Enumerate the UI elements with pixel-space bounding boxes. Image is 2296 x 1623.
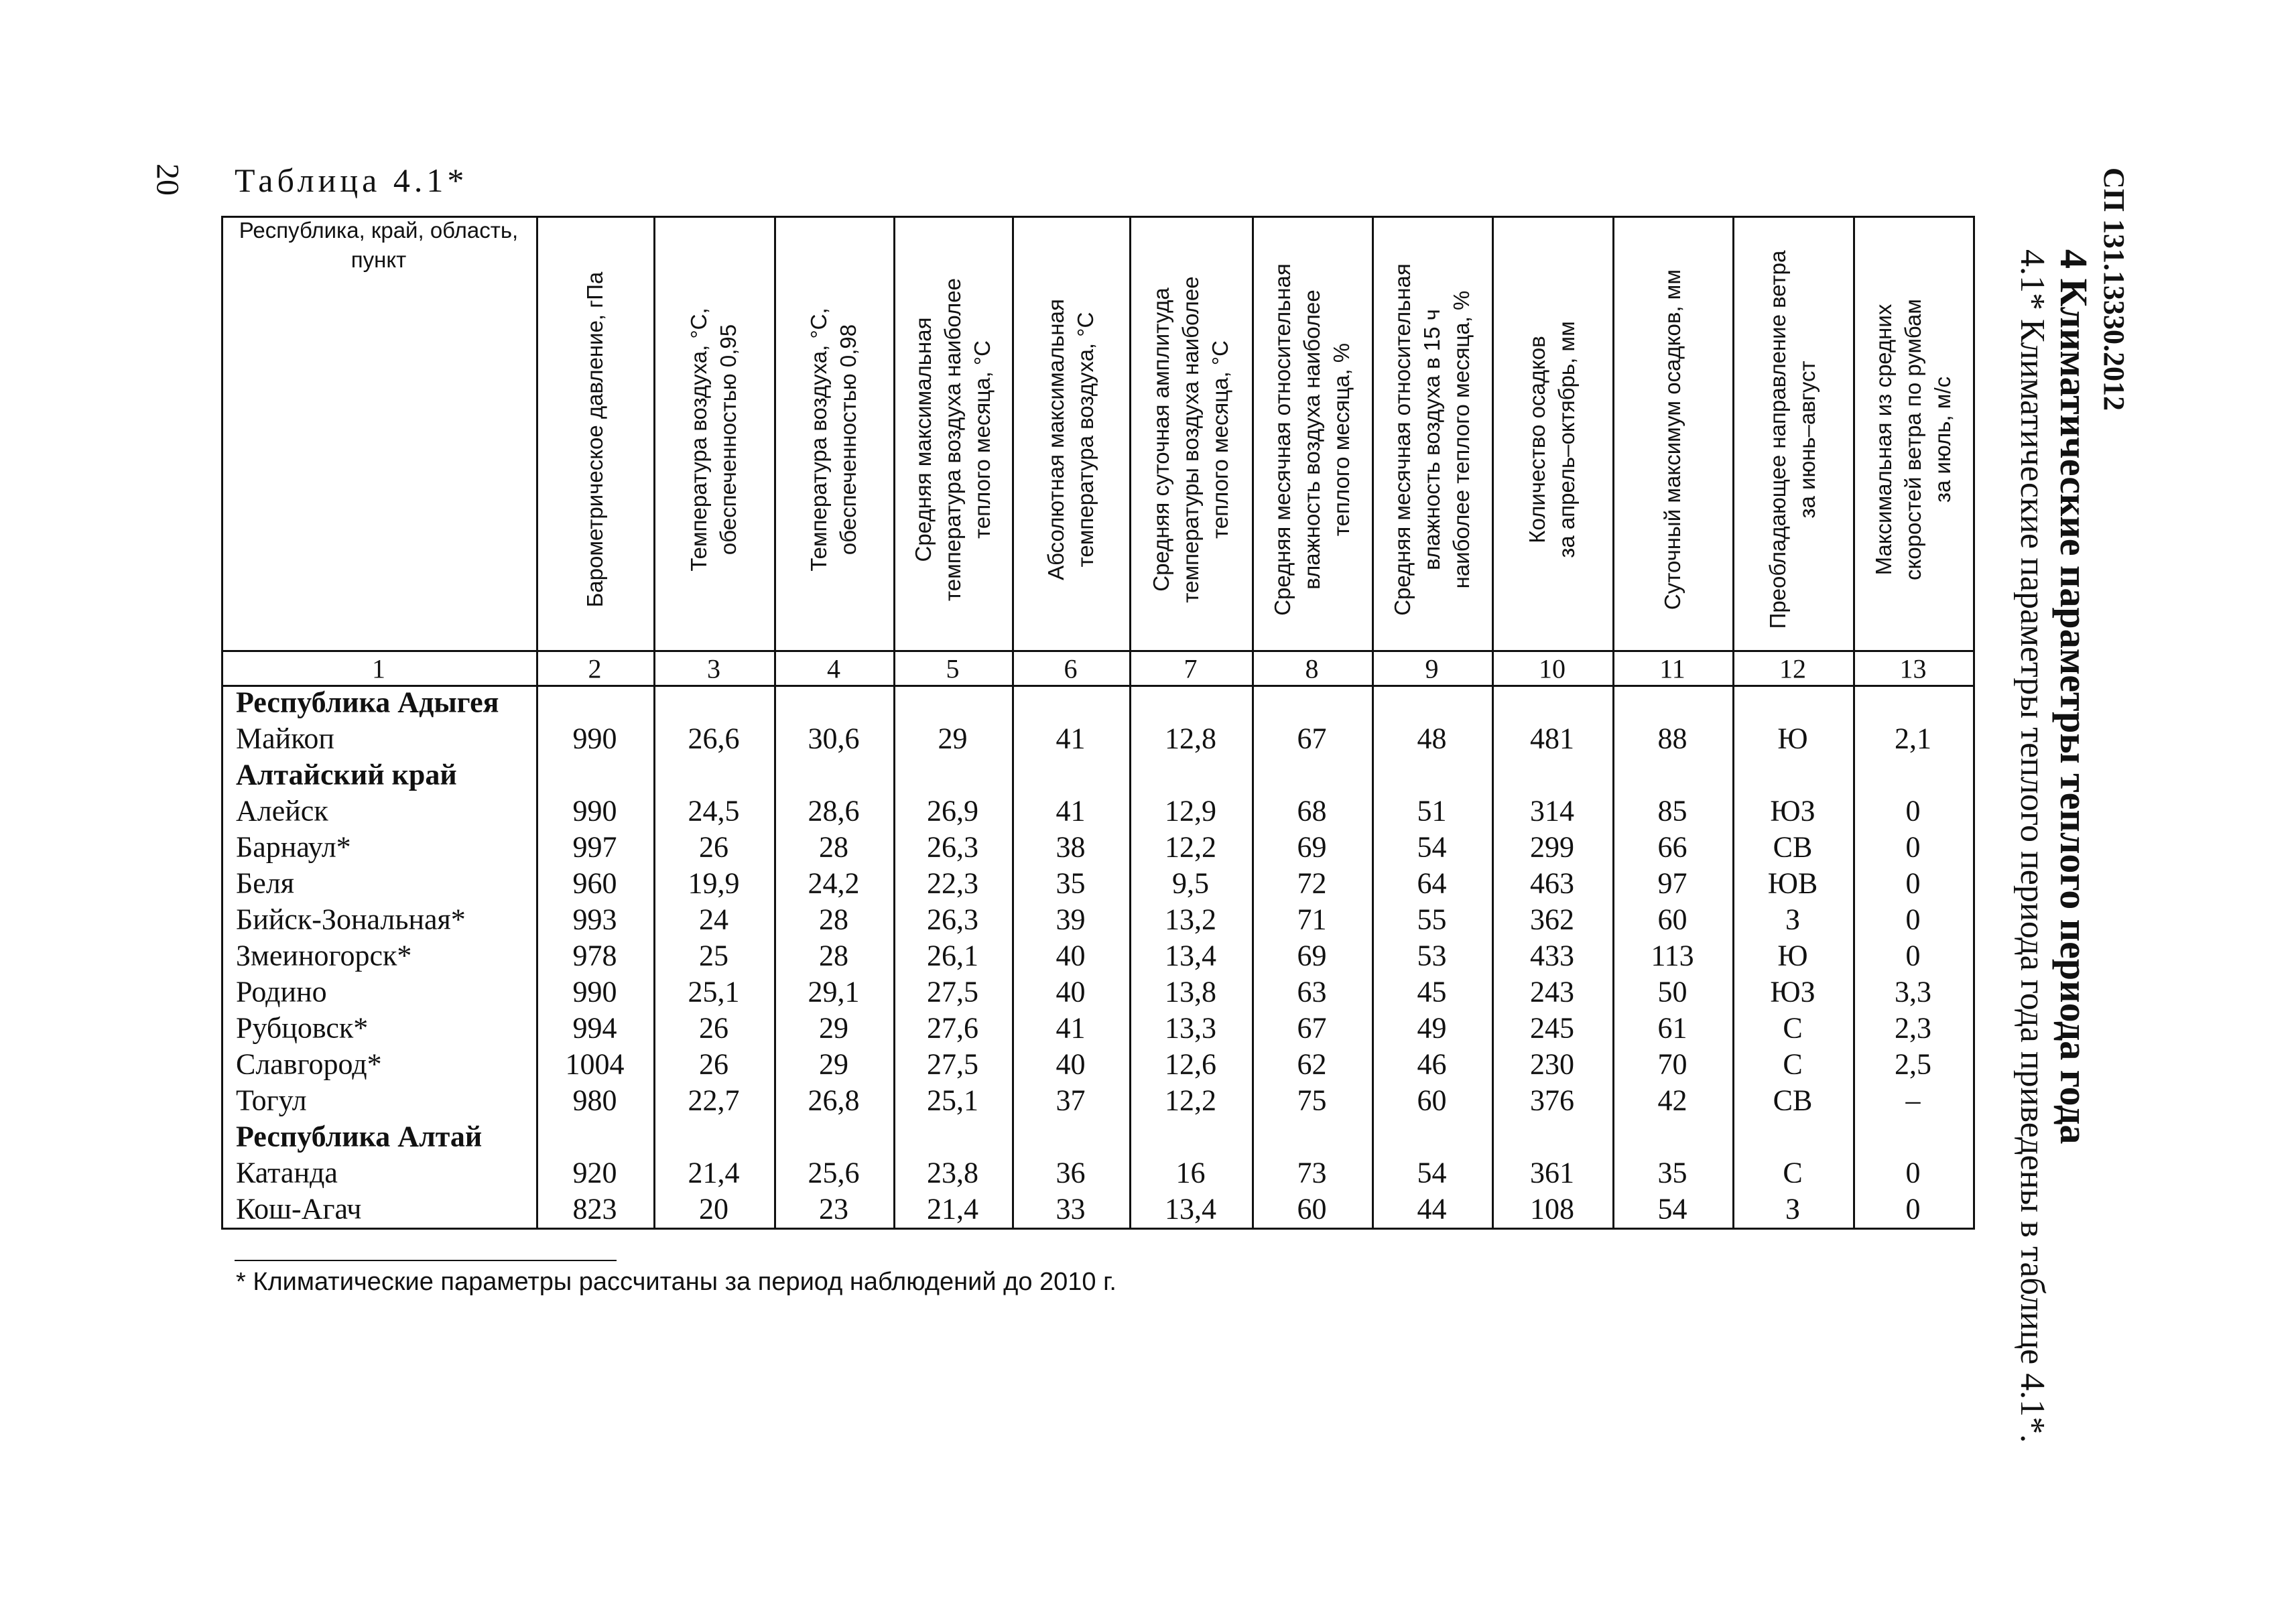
table-cell: 54 <box>1417 830 1447 864</box>
table-cell: 0 <box>1905 866 1921 900</box>
table-cell: 29,1 <box>808 975 860 1009</box>
region-heading: Республика Адыгея <box>236 686 499 719</box>
table-cell: 55 <box>1417 903 1447 936</box>
table-cell: 54 <box>1657 1192 1687 1226</box>
table-cell: 66 <box>1657 830 1687 864</box>
station-name: Катанда <box>236 1156 338 1189</box>
table-cell: С <box>1783 1156 1803 1189</box>
column-border <box>536 216 538 1230</box>
table-cell: 40 <box>1056 1047 1086 1081</box>
table-cell: 12,9 <box>1165 794 1216 828</box>
column-header-11 <box>1658 269 1687 610</box>
table-cell: 376 <box>1530 1084 1574 1117</box>
table-cell: ЮВ <box>1767 866 1818 900</box>
table-cell: 85 <box>1657 794 1687 828</box>
page-number: 20 <box>149 164 186 196</box>
column-header-line: температура воздуха наиболее <box>940 278 965 601</box>
table-cell: 21,4 <box>688 1156 740 1189</box>
table-cell: 980 <box>572 1084 617 1117</box>
table-cell: 22,7 <box>688 1084 740 1117</box>
table-cell: 70 <box>1657 1047 1687 1081</box>
table-cell: 26,3 <box>927 903 978 936</box>
table-cell: 978 <box>572 939 617 972</box>
section-note: 4.1* Климатические параметры теплого периода года приведены в таблице 4.1*. <box>2013 249 2051 1443</box>
station-name: Майкоп <box>236 722 334 755</box>
column-header-line: теплого месяца, °С <box>969 340 995 539</box>
table-cell: 990 <box>572 794 617 828</box>
table-cell: Ю <box>1777 722 1808 755</box>
table-cell: 60 <box>1297 1192 1327 1226</box>
table-cell: 26,6 <box>688 722 740 755</box>
table-cell: 463 <box>1530 866 1574 900</box>
table-cell: 36 <box>1056 1156 1086 1189</box>
station-name: Алейск <box>236 794 328 828</box>
column-border <box>221 216 223 1230</box>
table-cell: З <box>1785 903 1801 936</box>
column-header-6 <box>1041 299 1100 580</box>
table-cell: 64 <box>1417 866 1447 900</box>
table-cell: 9,5 <box>1172 866 1209 900</box>
table-cell: 24,2 <box>808 866 860 900</box>
table-cell: 19,9 <box>688 866 740 900</box>
table-cell: 27,5 <box>927 1047 978 1081</box>
document-code: СП 131.13330.2012 <box>2098 168 2130 411</box>
column-header-line: Средняя месячная относительная <box>1269 263 1295 616</box>
column-border <box>1853 216 1855 1230</box>
table-cell: 2,1 <box>1895 722 1931 755</box>
table-cell: 38 <box>1056 830 1086 864</box>
table-cell: 60 <box>1657 903 1687 936</box>
column-header-line: влажность воздуха наиболее <box>1299 289 1324 590</box>
station-name: Барнаул* <box>236 830 351 864</box>
column-border <box>774 216 776 1230</box>
column-border <box>1612 216 1614 1230</box>
column-number: 2 <box>588 653 602 684</box>
table-cell: 27,5 <box>927 975 978 1009</box>
column-border <box>1732 216 1734 1230</box>
table-cell: 88 <box>1657 722 1687 755</box>
table-cell: 29 <box>819 1047 848 1081</box>
column-number: 7 <box>1184 653 1198 684</box>
table-cell: 23 <box>819 1192 848 1226</box>
table-cell: 26 <box>699 1011 728 1045</box>
table-cell: СВ <box>1773 1084 1813 1117</box>
table-cell: 12,2 <box>1165 1084 1216 1117</box>
table-cell: З <box>1785 1192 1801 1226</box>
table-cell: 3,3 <box>1895 975 1931 1009</box>
column-header-8 <box>1268 263 1356 616</box>
table-cell: 54 <box>1417 1156 1447 1189</box>
region-heading: Республика Алтай <box>236 1120 483 1153</box>
region-heading: Алтайский край <box>236 758 457 791</box>
table-cell: 0 <box>1905 1192 1921 1226</box>
column-header-line: за апрель–октябрь, мм <box>1554 321 1579 558</box>
table-cell: 53 <box>1417 939 1447 972</box>
table-cell: 823 <box>572 1192 617 1226</box>
column-header-4 <box>804 308 863 571</box>
table-cell: 42 <box>1657 1084 1687 1117</box>
table-cell: 21,4 <box>927 1192 978 1226</box>
table-cell: 1004 <box>565 1047 625 1081</box>
table-cell: 24,5 <box>688 794 740 828</box>
table-cell: 33 <box>1056 1192 1086 1226</box>
table-cell: 41 <box>1056 1011 1086 1045</box>
column-number: 13 <box>1899 653 1927 684</box>
table-cell: 0 <box>1905 830 1921 864</box>
table-cell: 72 <box>1297 866 1327 900</box>
table-cell: 0 <box>1905 794 1921 828</box>
table-cell: 37 <box>1056 1084 1086 1117</box>
table-cell: 29 <box>819 1011 848 1045</box>
table-cell: 13,3 <box>1165 1011 1216 1045</box>
table-cell: 13,8 <box>1165 975 1216 1009</box>
table-cell: 990 <box>572 722 617 755</box>
table-cell: ЮЗ <box>1770 794 1815 828</box>
column-header-line: Средняя месячная относительная <box>1389 263 1415 616</box>
header-bottom-border <box>221 650 1973 652</box>
table-cell: 62 <box>1297 1047 1327 1081</box>
table-cell: 44 <box>1417 1192 1447 1226</box>
column-number: 4 <box>827 653 840 684</box>
table-cell: 245 <box>1530 1011 1574 1045</box>
column-header-10 <box>1523 321 1582 558</box>
footnote: * Климатические параметры рассчитаны за период наблюдений до 2010 г. <box>236 1268 1117 1296</box>
table-cell: СВ <box>1773 830 1813 864</box>
station-name: Бийск-Зональная* <box>236 903 466 936</box>
table-cell: 481 <box>1530 722 1574 755</box>
table-cell: 23,8 <box>927 1156 978 1189</box>
table-cell: Ю <box>1777 939 1808 972</box>
table-cell: 41 <box>1056 794 1086 828</box>
table-cell: 960 <box>572 866 617 900</box>
column-border <box>1252 216 1254 1230</box>
column-number: 9 <box>1425 653 1439 684</box>
column-header-line: за июль, м/с <box>1929 376 1955 503</box>
table-cell: 25,6 <box>808 1156 860 1189</box>
table-cell: ЮЗ <box>1770 975 1815 1009</box>
table-cell: 26,9 <box>927 794 978 828</box>
footnote-divider <box>235 1260 617 1261</box>
table-cell: 30,6 <box>808 722 860 755</box>
column-header-line: обеспеченностью 0,98 <box>836 324 860 556</box>
column-header-2 <box>580 272 610 608</box>
table-cell: 97 <box>1657 866 1687 900</box>
table-cell: 40 <box>1056 939 1086 972</box>
column-border <box>1012 216 1014 1230</box>
table-cell: 45 <box>1417 975 1447 1009</box>
table-cell: 28 <box>819 830 848 864</box>
table-cell: 13,4 <box>1165 1192 1216 1226</box>
column-number: 8 <box>1305 653 1319 684</box>
table-cell: 0 <box>1905 903 1921 936</box>
table-cell: 35 <box>1056 866 1086 900</box>
column-header-line: Температура воздуха, °С, <box>686 308 711 572</box>
table-cell: 63 <box>1297 975 1327 1009</box>
column-border <box>1492 216 1494 1230</box>
table-cell: 28 <box>819 903 848 936</box>
table-cell: 60 <box>1417 1084 1447 1117</box>
table-cell: 67 <box>1297 722 1327 755</box>
table-cell: 71 <box>1297 903 1327 936</box>
table-cell: 50 <box>1657 975 1687 1009</box>
column-header-line: Средняя суточная амплитуда <box>1148 287 1173 592</box>
table-cell: 994 <box>572 1011 617 1045</box>
column-header-line: наиболее теплого месяца, % <box>1448 290 1474 589</box>
column-header-9 <box>1388 263 1476 616</box>
table-cell: 920 <box>572 1156 617 1189</box>
table-cell: 26,8 <box>808 1084 860 1117</box>
table-cell: 0 <box>1905 1156 1921 1189</box>
table-cell: С <box>1783 1011 1803 1045</box>
column-number: 10 <box>1539 653 1566 684</box>
table-cell: 51 <box>1417 794 1447 828</box>
table-cell: 40 <box>1056 975 1086 1009</box>
table-cell: 12,6 <box>1165 1047 1216 1081</box>
table-cell: 13,2 <box>1165 903 1216 936</box>
column-header-line: Температура воздуха, °С, <box>806 308 831 572</box>
table-cell: 25 <box>699 939 728 972</box>
table-cell: 48 <box>1417 722 1447 755</box>
table-cell: 2,5 <box>1895 1047 1931 1081</box>
table-cell: 75 <box>1297 1084 1327 1117</box>
table-cell: 314 <box>1530 794 1574 828</box>
section-title: 4 Климатические параметры теплого периода года <box>2052 249 2096 1145</box>
column-header-5 <box>909 278 997 601</box>
table-cell: 997 <box>572 830 617 864</box>
table-cell: 2,3 <box>1895 1011 1931 1045</box>
table-cell: 13,4 <box>1165 939 1216 972</box>
table-cell: 990 <box>572 975 617 1009</box>
station-name: Славгород* <box>236 1047 382 1081</box>
station-name: Рубцовск* <box>236 1011 369 1045</box>
station-name: Змеиногорск* <box>236 939 412 972</box>
column-header-12 <box>1763 251 1822 629</box>
column-header-line: теплого месяца, % <box>1328 342 1354 537</box>
table-cell: 69 <box>1297 830 1327 864</box>
column-header-line: Количество осадков <box>1525 336 1549 543</box>
table-cell: 993 <box>572 903 617 936</box>
table-cell: 24 <box>699 903 728 936</box>
column-number: 11 <box>1659 653 1685 684</box>
column-number: 3 <box>707 653 720 684</box>
table-cell: 243 <box>1530 975 1574 1009</box>
column-header-line: Преобладающее направление ветра <box>1765 250 1790 629</box>
table-cell: 362 <box>1530 903 1574 936</box>
table-cell: 299 <box>1530 830 1574 864</box>
table-cell: 433 <box>1530 939 1574 972</box>
column-header-3 <box>684 308 743 571</box>
column-number: 6 <box>1064 653 1078 684</box>
table-cell: 39 <box>1056 903 1086 936</box>
station-name: Кош-Агач <box>236 1192 362 1226</box>
column-header-line: Суточный максимум осадков, мм <box>1659 269 1685 610</box>
table-cell: 20 <box>699 1192 728 1226</box>
column-header-line: скоростей ветра по румбам <box>1900 299 1925 580</box>
column-header-line: температуры воздуха наиболее <box>1177 276 1203 603</box>
column-border <box>1372 216 1374 1230</box>
table-bottom-border <box>221 1228 1973 1230</box>
table-cell: 108 <box>1530 1192 1574 1226</box>
table-cell: 67 <box>1297 1011 1327 1045</box>
table-cell: 41 <box>1056 722 1086 755</box>
table-cell: 361 <box>1530 1156 1574 1189</box>
table-cell: 16 <box>1175 1156 1206 1189</box>
table-cell: 68 <box>1297 794 1327 828</box>
station-name: Беля <box>236 866 294 900</box>
table-cell: – <box>1905 1084 1921 1117</box>
column-header-line: теплого месяца, °С <box>1207 340 1232 539</box>
column-header-line: Абсолютная максимальная <box>1043 299 1068 580</box>
table-cell: 28,6 <box>808 794 860 828</box>
column-header-13 <box>1869 299 1958 580</box>
table-cell: 69 <box>1297 939 1327 972</box>
table-cell: 29 <box>938 722 968 755</box>
table-label: Таблица 4.1* <box>235 161 468 199</box>
table-cell: 22,3 <box>927 866 978 900</box>
column-header-line: за июнь–август <box>1795 361 1820 519</box>
column-header-line: обеспеченностью 0,95 <box>716 324 741 556</box>
table-cell: 25,1 <box>688 975 740 1009</box>
column-number: 5 <box>946 653 960 684</box>
column-header-line: Максимальная из средних <box>1870 304 1896 576</box>
table-cell: 26,3 <box>927 830 978 864</box>
column-border <box>1973 216 1975 1230</box>
table-cell: 61 <box>1657 1011 1687 1045</box>
table-cell: 28 <box>819 939 848 972</box>
column-border <box>653 216 655 1230</box>
column-number: 12 <box>1779 653 1806 684</box>
header-region: Республика, край, область, пункт <box>239 218 519 272</box>
column-border <box>893 216 895 1230</box>
table-cell: С <box>1783 1047 1803 1081</box>
table-cell: 113 <box>1651 939 1694 972</box>
table-cell: 49 <box>1417 1011 1447 1045</box>
table-cell: 35 <box>1657 1156 1687 1189</box>
table-cell: 230 <box>1530 1047 1574 1081</box>
table-cell: 27,6 <box>927 1011 978 1045</box>
column-border <box>1129 216 1131 1230</box>
table-cell: 26 <box>699 1047 728 1081</box>
table-cell: 46 <box>1417 1047 1447 1081</box>
table-cell: 26,1 <box>927 939 978 972</box>
column-header-line: температура воздуха, °С <box>1072 312 1098 568</box>
column-number: 1 <box>372 653 385 684</box>
column-header-line: влажность воздуха в 15 ч <box>1419 309 1444 570</box>
table-cell: 0 <box>1905 939 1921 972</box>
table-cell: 12,2 <box>1165 830 1216 864</box>
table-cell: 12,8 <box>1165 722 1216 755</box>
column-header-line: Барометрическое давление, гПа <box>582 271 607 608</box>
column-header-line: Средняя максимальная <box>910 317 936 562</box>
column-header-7 <box>1147 276 1235 602</box>
station-name: Тогул <box>236 1084 307 1117</box>
table-cell: 73 <box>1297 1156 1327 1189</box>
table-cell: 25,1 <box>927 1084 978 1117</box>
table-cell: 26 <box>699 830 728 864</box>
station-name: Родино <box>236 975 327 1009</box>
